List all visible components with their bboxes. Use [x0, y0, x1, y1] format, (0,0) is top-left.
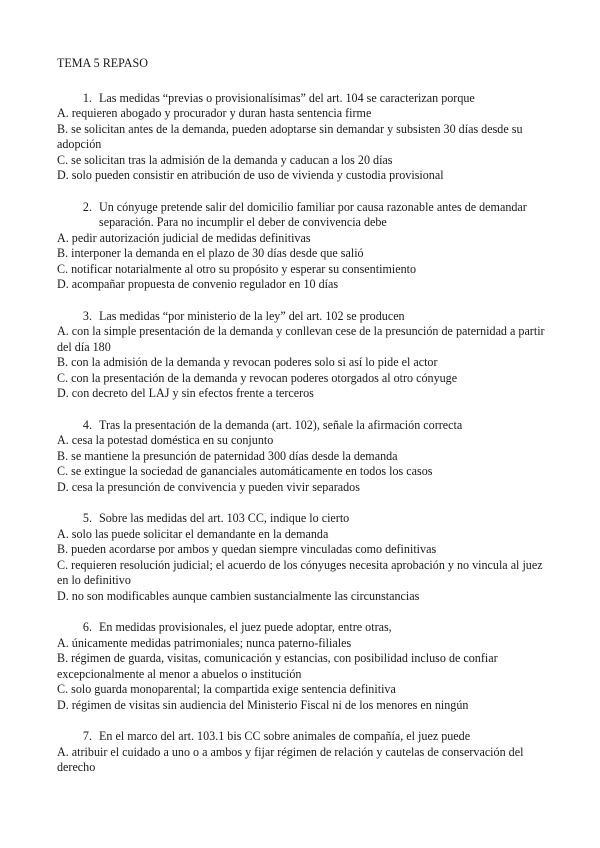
question-number: 2. [82, 199, 92, 214]
question-number: 3. [82, 308, 92, 323]
answer-option-a: A. atribuir el cuidado a uno o a ambos y fijar régimen de relación y cautelas de conservación del derecho [57, 744, 524, 774]
answer-option-b: B. se mantiene la presunción de paternidad 300 días desde la demanda [57, 448, 398, 463]
question-5 [57, 511, 557, 604]
answer-option-d: D. cesa la presunción de convivencia y pueden vivir separados [57, 479, 360, 494]
answer-option-a: A. requieren abogado y procurador y duran hasta sentencia firme [57, 106, 372, 120]
answer-option-a: A. cesa la potestad doméstica en su conjunto [57, 433, 274, 447]
document-title: TEMA 5 REPASO [57, 56, 148, 70]
question-number: 4. [82, 417, 92, 432]
answer-option-b: B. se solicitan antes de la demanda, pueden adoptarse sin demandar y subsisten 30 días desde su adopción [57, 121, 523, 151]
question-number: 5. [82, 511, 92, 525]
answer-option-b: B. con la admisión de la demanda y revocan poderes solo si así lo pide el actor [57, 355, 438, 369]
question-2 [57, 200, 557, 293]
question-1 [57, 91, 557, 184]
question-text: Las medidas “por ministerio de la ley” del art. 102 se producen [99, 308, 405, 323]
question-text: En medidas provisionales, el juez puede adoptar, entre otras, [99, 620, 392, 634]
answer-option-b: B. interponer la demanda en el plazo de 30 días desde que salió [57, 246, 364, 260]
question-text: Sobre las medidas del art. 103 CC, indique lo cierto [99, 511, 350, 525]
document-page [57, 56, 557, 792]
answer-option-a: A. únicamente medidas patrimoniales; nunca paterno-filiales [57, 635, 352, 650]
answer-option-d: D. régimen de visitas sin audiencia del Ministerio Fiscal ni de los menores en ningún [57, 697, 469, 712]
answer-option-b: B. pueden acordarse por ambos y quedan siempre vinculadas como definitivas [57, 542, 437, 556]
question-stem [57, 200, 557, 231]
answer-option-b: B. régimen de guarda, visitas, comunicación y estancias, con posibilidad incluso de confiar excepcionalmente al menor a abuelos o institución [57, 651, 498, 681]
question-stem [57, 620, 557, 636]
answer-option-d: D. no son modificables aunque cambien sustancialmente las circunstancias [57, 588, 420, 603]
question-text: Tras la presentación de la demanda (art. 102), señale la afirmación correcta [99, 417, 463, 432]
answer-option-c: C. notificar notarialmente al otro su propósito y esperar su consentimiento [57, 261, 417, 276]
answer-option-c: C. se solicitan tras la admisión de la demanda y caducan a los 20 días [57, 152, 393, 167]
question-stem [57, 511, 557, 527]
question-text: Un cónyuge pretende salir del domicilio familiar por causa razonable antes de demandar separación. Para no incumplir el deber de convivencia debe [99, 199, 527, 229]
answer-option-a: A. pedir autorización judicial de medidas definitivas [57, 230, 311, 245]
answer-option-d: D. con decreto del LAJ y sin efectos frente a terceros [57, 386, 314, 400]
question-3 [57, 309, 557, 402]
question-stem [57, 309, 557, 325]
answer-option-d: D. solo pueden consistir en atribución de uso de vivienda y custodia provisional [57, 168, 444, 182]
question-number: 1. [82, 90, 92, 105]
question-text: En el marco del art. 103.1 bis CC sobre animales de compañía, el juez puede [99, 729, 471, 743]
question-number: 7. [82, 729, 92, 743]
answer-option-c: C. se extingue la sociedad de gananciales automáticamente en todos los casos [57, 464, 433, 478]
answer-option-c: C. con la presentación de la demanda y revocan poderes otorgados al otro cónyuge [57, 370, 458, 385]
question-text: Las medidas “previas o provisionalísimas” del art. 104 se caracterizan porque [99, 90, 475, 105]
question-6 [57, 620, 557, 713]
answer-option-c: C. requieren resolución judicial; el acuerdo de los cónyuges necesita aprobación y no vincula al juez en lo definitivo [57, 557, 543, 587]
question-stem [57, 729, 557, 745]
question-7 [57, 729, 557, 776]
answer-option-a: A. solo las puede solicitar el demandante en la demanda [57, 526, 329, 541]
answer-option-a: A. con la simple presentación de la demanda y conllevan cese de la presunción de paternidad a partir del día 180 [57, 324, 545, 354]
question-stem [57, 418, 557, 434]
answer-option-d: D. acompañar propuesta de convenio regulador en 10 días [57, 277, 339, 291]
answer-option-c: C. solo guarda monoparental; la compartida exige sentencia definitiva [57, 682, 396, 696]
question-number: 6. [82, 620, 92, 634]
question-4 [57, 418, 557, 496]
question-stem [57, 91, 557, 107]
